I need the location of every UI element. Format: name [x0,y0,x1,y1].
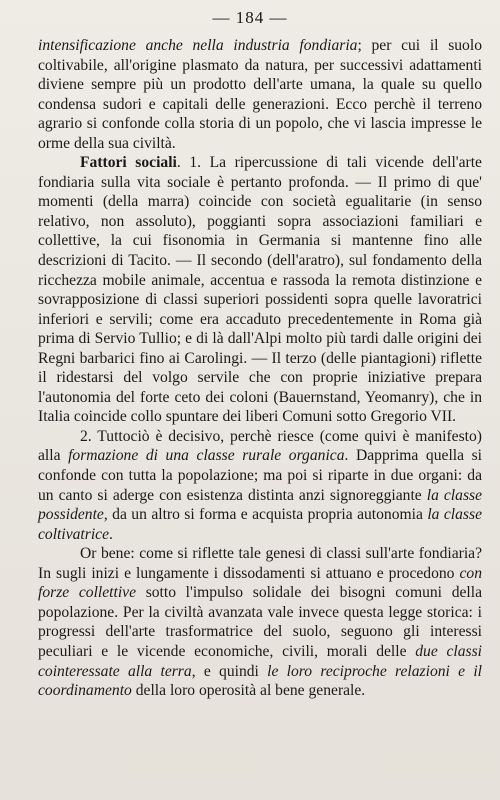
paragraph-text: . Dapprima quella si confonde con tutta la popolazione; ma poi si riparte in due organi: da un canto si aderge con esistenza distinta anzi signoreggiante [38,447,483,504]
italic-phrase: formazione di una classe rurale organica [68,447,345,465]
paragraph-1 [38,36,482,153]
paragraph-text: , da un altro si forma e acquista propria autonomia [103,506,428,524]
italic-phrase: le loro reciproche relazioni e il coordinamento [38,662,482,700]
italic-phrase: con forze collettive [38,564,482,602]
paragraph-text: della loro operosità al bene generale. [131,682,366,700]
italic-phrase: intensificazione anche nella industria fondiaria [38,37,358,54]
paragraph-text: ; per cui il suolo coltivabile, all'origine plasmato da natura, per successivi adattamenti diviene sempre più un prodotto dell'arte umana, la quale su quello condensa sudori e capitali delle generazioni. Ecco perchè il terreno agrario si confonde colla storia di un popolo, che vi lascia impresse le orme della sua civiltà. [38,37,482,152]
paragraph-text: 2. Tuttociò è decisivo, perchè riesce (come quivi è manifesto) alla [38,427,482,465]
paragraph-text: . 1. La ripercussione di tali vicende dell'arte fondiaria sulla vita sociale è pertanto profonda. — Il primo di que' momenti (della marra) coincide con società egualitarie (in senso relativo, non assoluto), poggianti sopra associazioni familiari e collettive, la cui fisonomia in Germania si mantenne fino alle descrizioni di Tacito. — Il secondo (dell'aratro), sul fondamento della ricchezza mobile animale, accentua e rassoda la remota distinzione e sovrapposizione di classi superiori possidenti sopra quelle lavoratrici inferiori e servili; come era accaduto precedentemente in Roma già prima di Servio Tullio; e di là dall'Alpi molto più tardi dalle origini dei Regni barbarici fino ai Carolingi. — Il terzo (delle piantagioni) riflette il ridestarsi del volgo servile che con proprie iniziative prepara l'autonomia del forte ceto dei coloni (Bauernstand, Yeomanry), che in Italia coincide collo spuntare dei liberi Comuni sotto Gregorio VII. [38,154,482,426]
paragraph-2 [38,153,482,427]
paragraph-text: , e quindi [191,662,268,680]
paragraph-4 [38,544,482,700]
paragraph-text: Or bene: come si riflette tale genesi di classi sull'arte fondiaria? In sugli inizi e lungamente i dissodamenti si attuano e procedono [38,545,482,582]
italic-phrase: due classi cointeressate alla terra [38,642,482,680]
page-number: — 184 — [212,8,288,27]
paragraph-3 [38,427,482,544]
paragraph-text: . [109,525,113,543]
section-title: Fattori sociali [80,154,177,172]
paragraph-text: sotto l'impulso solidale dei bisogni comuni della popolazione. Per la civiltà avanzata vale invece questa legge storica: i progressi dell'arte trasformatrice del suolo, seguono gli interessi peculiari e le vicende economiche, civili, morali delle [38,584,482,660]
italic-phrase: la classe coltivatrice [38,506,482,543]
page-body [38,36,482,701]
italic-phrase: la classe possidente [38,486,482,524]
